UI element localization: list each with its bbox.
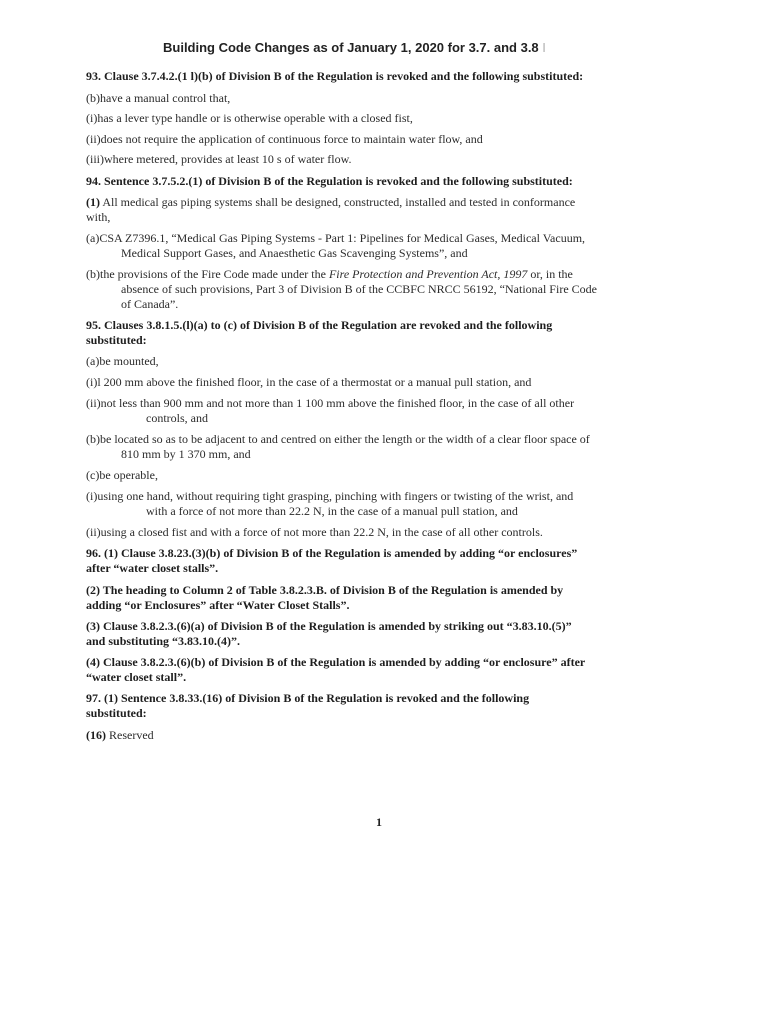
section-95-a-i: (i)l 200 mm above the finished floor, in the case of a thermostat or a manual pull station, and <box>86 375 532 389</box>
section-94-b-line1 <box>86 266 678 282</box>
section-97-heading-line2: substituted: <box>86 706 147 720</box>
page-number: 1 <box>376 815 382 829</box>
section-94-p1-line2: with, <box>86 210 111 224</box>
section-93-ii: (ii)does not require the application of continuous force to maintain water flow, and <box>86 132 483 146</box>
section-96-p4-line2: “water closet stall”. <box>86 670 187 684</box>
section-96-p3-line1: (3) Clause 3.8.2.3.(6)(a) of Division B of the Regulation is amended by striking out “3.83.10.(5)” <box>86 619 572 633</box>
section-94-b-line3: of Canada”. <box>121 297 179 311</box>
section-95-a-ii-line2: controls, and <box>146 411 208 425</box>
section-93-heading: 93. Clause 3.7.4.2.(1 l)(b) of Division B of the Regulation is revoked and the following substituted: <box>86 69 584 83</box>
section-97-p16-number: (16) <box>86 728 106 742</box>
section-93-i: (i)has a lever type handle or is otherwise operable with a closed fist, <box>86 111 413 125</box>
section-97-heading-line1: 97. (1) Sentence 3.8.33.(16) of Division B of the Regulation is revoked and the following <box>86 691 530 705</box>
section-95-b-line2: 810 mm by 1 370 mm, and <box>121 447 251 461</box>
section-97-p16 <box>86 727 678 743</box>
section-94-heading: 94. Sentence 3.7.5.2.(1) of Division B of the Regulation is revoked and the following substituted: <box>86 174 573 188</box>
section-94-p1-line1 <box>86 194 678 210</box>
page-title <box>163 40 546 55</box>
section-96-p2-line2: adding “or Enclosures” after “Water Closet Stalls”. <box>86 598 350 612</box>
cursor-mark: I <box>542 40 546 55</box>
section-94-b-pre: (b)the provisions of the Fire Code made under the <box>86 267 329 281</box>
section-96-p1-line1: 96. (1) Clause 3.8.23.(3)(b) of Division B of the Regulation is amended by adding “or enclosures” <box>86 546 578 560</box>
act-title: Fire Protection and Prevention Act, 1997 <box>328 267 528 281</box>
section-95-c-i-line2: with a force of not more than 22.2 N, in the case of a manual pull station, and <box>146 504 518 518</box>
section-95-heading-line2: substituted: <box>86 333 147 347</box>
section-94-p1-text: All medical gas piping systems shall be designed, constructed, installed and tested in conformance <box>100 195 576 209</box>
section-95-c-ii: (ii)using a closed fist and with a force of not more than 22.2 N, in the case of all other controls. <box>86 525 543 539</box>
section-97-p16-text: Reserved <box>106 728 154 742</box>
title-text: Building Code Changes as of January 1, 2020 for 3.7. and 3.8 <box>163 40 539 55</box>
section-95-heading-line1: 95. Clauses 3.8.1.5.(l)(a) to (c) of Division B of the Regulation are revoked and the following <box>86 318 553 332</box>
section-94-a-line2: Medical Support Gases, and Anaesthetic Gas Scavenging Systems”, and <box>121 246 468 260</box>
section-96-p1-line2: after “water closet stalls”. <box>86 561 219 575</box>
section-96-p2-line1: (2) The heading to Column 2 of Table 3.8.2.3.B. of Division B of the Regulation is amended by <box>86 583 564 597</box>
section-95-a: (a)be mounted, <box>86 354 159 368</box>
section-94-b-post: or, in the <box>527 267 573 281</box>
section-95-c-i-line1: (i)using one hand, without requiring tight grasping, pinching with fingers or twisting of the wrist, and <box>86 489 574 503</box>
section-94-p1-number: (1) <box>86 195 100 209</box>
section-96-p4-line1: (4) Clause 3.8.2.3.(6)(b) of Division B of the Regulation is amended by adding “or enclosure” after <box>86 655 586 669</box>
section-95-b-line1: (b)be located so as to be adjacent to and centred on either the length or the width of a clear floor space of <box>86 432 590 446</box>
section-96-p3-line2: and substituting “3.83.10.(4)”. <box>86 634 241 648</box>
section-95-a-ii-line1: (ii)not less than 900 mm and not more than 1 100 mm above the finished floor, in the case of all other <box>86 396 575 410</box>
section-95-c: (c)be operable, <box>86 468 158 482</box>
section-93-b: (b)have a manual control that, <box>86 91 231 105</box>
section-94-a-line1: (a)CSA Z7396.1, “Medical Gas Piping Systems - Part 1: Pipelines for Medical Gases, Medical Vacuum, <box>86 231 586 245</box>
section-93-iii: (iii)where metered, provides at least 10 s of water flow. <box>86 152 352 166</box>
section-94-b-line2: absence of such provisions, Part 3 of Division B of the CCBFC NRCC 56192, “National Fire Code <box>121 282 597 296</box>
